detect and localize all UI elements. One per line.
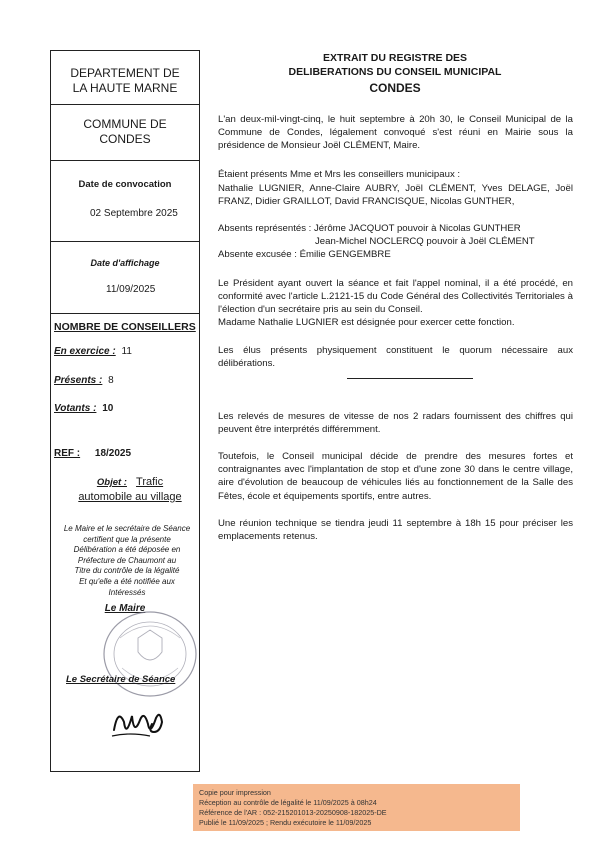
- mairie-seal-image: [100, 608, 200, 700]
- en-exercice: En exercice : 11: [54, 346, 132, 357]
- stamp-line: Publié le 11/09/2025 ; Rendu exécutoire le 11/09/2025: [199, 818, 372, 827]
- divider: [50, 104, 200, 105]
- paragraph-reunion: Une réunion technique se tiendra jeudi 11 septembre à 18h 15 pour préciser les emplacements retenus.: [218, 518, 573, 543]
- reference: REF : 18/2025: [54, 448, 132, 459]
- paragraph-designee: Madame Nathalie LUGNIER est désignée pour exercer cette fonction.: [218, 317, 515, 328]
- absente-excusee: Absente excusée : Émilie GENGEMBRE: [218, 249, 391, 260]
- objet: Objet : Trafic automobile au village: [78, 476, 182, 503]
- maire-label: Le Maire: [104, 603, 146, 614]
- presents: Présents : 8: [54, 375, 114, 386]
- divider: [50, 313, 200, 314]
- paragraph-quorum: Les élus présents physiquement constituent le quorum nécessaire aux délibérations.: [218, 345, 573, 370]
- conseillers-title: NOMBRE DE CONSEILLERS: [54, 321, 196, 333]
- absents-represented: Absents représentés : Jérôme JACQUOT pouvoir à Nicolas GUNTHER: [218, 223, 521, 234]
- absents-represented-2: Jean-Michel NOCLERCQ pouvoir à Joël CLÉMENT: [315, 236, 535, 247]
- affichage-date: 11/09/2025: [106, 284, 156, 295]
- commune: COMMUNE DE CONDES: [83, 117, 167, 146]
- header-line2: DELIBERATIONS DU CONSEIL MUNICIPAL: [288, 66, 502, 78]
- present-names: Nathalie LUGNIER, Anne-Claire AUBRY, Joël CLÉMENT, Yves DELAGE, Joël FRANZ, Didier GRAILLOT, David FRANCISQUE, Nicolas GUNTHER,: [218, 183, 573, 208]
- votants: Votants : 10: [54, 403, 114, 414]
- paragraph-toutefois: Toutefois, le Conseil municipal décide de prendre des mesures fortes et contraignantes avec l'implantation de stop et d'une zone 30 dans le centre village, aire d'évolution de beaucoup de véhicules liés au fonctionnement de la Salle des Fêtes, école et équipements sportifs, entre autres.: [218, 451, 573, 502]
- signature-image: [110, 702, 170, 744]
- header-commune: CONDES: [369, 81, 421, 95]
- certification-text: Le Maire et le secrétaire de Séance certifient que la présente Délibération a été déposée en Préfecture de Chaumont au Titre du contrôle de la légalité Et qu'elle a été notifiée aux Intéressés: [63, 524, 191, 597]
- stamp-line: Réception au contrôle de légalité le 11/09/2025 à 08h24: [199, 798, 377, 807]
- divider: [50, 241, 200, 242]
- present-intro: Étaient présents Mme et Mrs les conseillers municipaux :: [218, 169, 461, 180]
- convocation-label: Date de convocation: [78, 179, 172, 190]
- paragraph-president: Le Président ayant ouvert la séance et fait l'appel nominal, il a été procédé, en conformité avec l'article L.2121-15 du Code Général des Collectivités Territoriales à l'élection d'un secrétaire pris au sein du Conseil.: [218, 278, 573, 316]
- convocation-date: 02 Septembre 2025: [90, 208, 178, 219]
- stamp-line: Copie pour impression: [199, 788, 271, 797]
- separator-line: [347, 378, 473, 379]
- divider: [50, 160, 200, 161]
- departement: DEPARTEMENT DE LA HAUTE MARNE: [70, 66, 180, 95]
- header-line1: EXTRAIT DU REGISTRE DES: [322, 52, 468, 64]
- stamp-line: Référence de l'AR : 052-215201013-20250908-182025-DE: [199, 808, 387, 817]
- paragraph-releves: Les relevés de mesures de vitesse de nos 2 radars fournissent des chiffres qui peuvent être interprétés différemment.: [218, 411, 573, 436]
- affichage-label: Date d'affichage: [90, 258, 160, 268]
- secretaire-label: Le Secrétaire de Séance: [66, 674, 176, 685]
- paragraph-opening: L'an deux-mil-vingt-cinq, le huit septembre à 20h 30, le Conseil Municipal de la Commune de Condes, légalement convoqué s'est réuni en Mairie sous la présidence de Monsieur Joël CLÉMENT, Maire.: [218, 114, 573, 152]
